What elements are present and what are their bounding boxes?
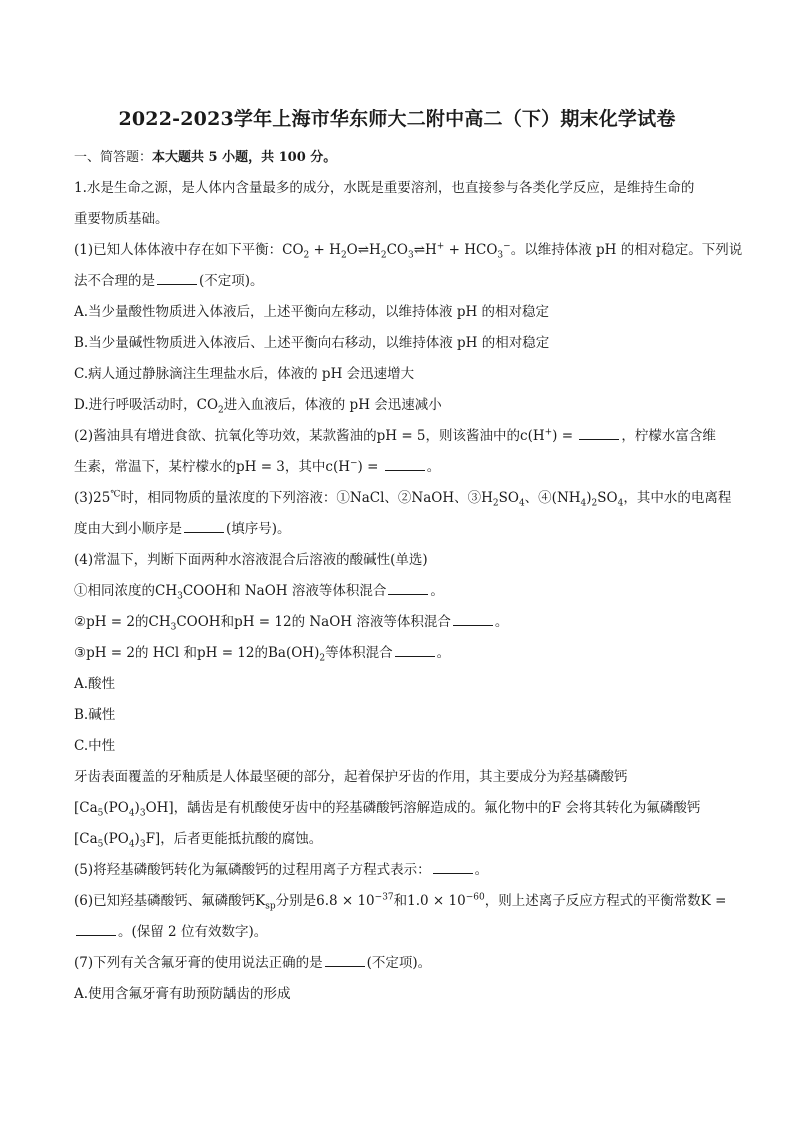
q1-intro-line-2: 重要物质基础。: [74, 211, 169, 227]
text: 度由大到小顺序是: [74, 521, 182, 537]
text: 。: [436, 645, 451, 661]
answer-blank[interactable]: [579, 427, 619, 440]
q1-part2-line-1: [74, 421, 724, 452]
text: (5)将羟基磷酸钙转化为氟磷酸钙的过程用离子方程式表示：: [74, 862, 431, 878]
q1-part4-option-b: B.碱性: [74, 707, 116, 723]
text: 。: [430, 583, 444, 599]
q1-part1-option-c: C.病人通过静脉滴注生理盐水后，体液的 pH 会迅速增大: [74, 366, 415, 382]
subscript: 4: [617, 498, 624, 509]
answer-blank[interactable]: [388, 582, 428, 595]
q1-part1-line-2: [74, 266, 724, 297]
text: CO: [386, 242, 408, 258]
text: 和1.0 × 10: [393, 893, 466, 909]
text: 。: [426, 459, 441, 475]
text: 。(保留 2 位有效数字)。: [118, 924, 268, 940]
text: 。以维持体液 pH 的相对稳定。下列说: [510, 242, 743, 258]
text: OH]，龋齿是有机酸使牙齿中的羟基磷酸钙溶解造成的。氟化物中的F 会将其转化为氟磷酸钙: [145, 800, 701, 816]
q1-part4-item-2: [74, 607, 724, 638]
text: [Ca: [74, 800, 98, 816]
text: ) =: [552, 428, 578, 444]
text: (不定项)。: [366, 955, 432, 971]
q1-part3-line-1: [74, 483, 732, 514]
text: 生素，常温下，某柠檬水的pH = 3，其中c(H: [74, 459, 350, 475]
text: ②pH = 2的CH: [74, 614, 171, 630]
superscript: −60: [465, 892, 485, 903]
section-summary: 本大题共 5 小题，共 100 分。: [152, 150, 337, 165]
text: 。: [494, 614, 509, 630]
superscript: −: [350, 458, 358, 469]
text: (PO: [103, 800, 129, 816]
subscript: 4: [128, 808, 135, 819]
text: F]，后者更能抵抗酸的腐蚀。: [145, 831, 323, 847]
text: D.进行呼吸活动时，CO: [74, 397, 219, 413]
subscript: 2: [591, 498, 598, 509]
superscript: ℃: [110, 489, 121, 500]
q1-part6-line-1: [74, 886, 727, 917]
answer-blank[interactable]: [157, 272, 197, 285]
q1-part1-option-b: B.当少量碱性物质进入体液后、上述平衡向右移动，以维持体液 pH 的相对稳定: [74, 335, 550, 351]
text: (不定项)。: [199, 273, 264, 289]
subscript: 2: [218, 405, 224, 416]
text: 、④(NH: [524, 490, 581, 506]
page-title: 2022-2023学年上海市华东师大二附中高二（下）期末化学试卷: [118, 108, 676, 130]
text: (3)25: [74, 490, 111, 506]
text: + HCO: [444, 242, 498, 258]
subscript: 5: [97, 839, 104, 850]
superscript: +: [544, 427, 553, 438]
answer-blank[interactable]: [76, 923, 116, 936]
text: 等体积混合: [325, 645, 393, 661]
answer-blank[interactable]: [453, 613, 493, 626]
subscript: 2: [340, 250, 347, 261]
subscript: 4: [518, 498, 525, 509]
q1-paragraph-line-3: [74, 824, 724, 855]
text: 法不合理的是: [74, 273, 155, 289]
q1-part7: [74, 948, 724, 979]
subscript: 3: [407, 250, 414, 261]
text: (7)下列有关含氟牙膏的使用说法正确的是: [74, 955, 323, 971]
text: [Ca: [74, 831, 98, 847]
superscript: +: [436, 241, 445, 252]
q1-part7-option-a: A.使用含氟牙膏有助预防龋齿的形成: [74, 986, 291, 1002]
text: 。: [474, 862, 489, 878]
superscript: −: [503, 241, 511, 252]
text: ): [586, 490, 592, 506]
text: SO: [597, 490, 618, 506]
text: COOH和 NaOH 溶液等体积混合: [182, 583, 387, 599]
subscript: 2: [319, 653, 326, 664]
text: ⇌H: [413, 242, 437, 258]
text: COOH和pH = 12的 NaOH 溶液等体积混合: [176, 614, 451, 630]
answer-blank[interactable]: [395, 644, 435, 657]
text: 时，相同物质的量浓度的下列溶液：①NaCl、②NaOH、③H: [120, 490, 493, 506]
section-prefix: 一、简答题：: [74, 150, 153, 165]
text: ): [134, 800, 140, 816]
text: (PO: [103, 831, 129, 847]
subscript: 2: [303, 250, 310, 261]
subscript: 3: [497, 250, 504, 261]
text: 进入血液后，体液的 pH 会迅速减小: [223, 397, 442, 413]
subscript: sp: [265, 901, 276, 912]
subscript: 3: [139, 839, 146, 850]
text: ) =: [357, 459, 383, 475]
document-body: [74, 142, 743, 1010]
q1-part4-option-c: C.中性: [74, 738, 116, 754]
text: SO: [498, 490, 519, 506]
text: ，柠檬水富含维: [621, 428, 716, 444]
q1-part4-heading: (4)常温下，判断下面两种水溶液混合后溶液的酸碱性(单选): [74, 552, 428, 568]
subscript: 2: [492, 498, 499, 509]
text: (6)已知羟基磷酸钙、氟磷酸钙K: [74, 893, 266, 909]
answer-blank[interactable]: [325, 954, 365, 967]
q1-part2-line-2: [74, 452, 724, 483]
text: ①相同浓度的CH: [74, 583, 178, 599]
text: ③pH = 2的 HCl 和pH = 12的Ba(OH): [74, 645, 320, 661]
section-heading: [74, 142, 724, 173]
subscript: 3: [170, 622, 177, 633]
q1-part1-line-1: [74, 235, 743, 266]
text: 分别是6.8 × 10: [275, 893, 375, 909]
subscript: 5: [97, 808, 104, 819]
q1-part1-option-d: [74, 390, 724, 421]
text: ，则上述离子反应方程式的平衡常数K =: [484, 893, 727, 909]
subscript: 4: [580, 498, 587, 509]
answer-blank[interactable]: [385, 458, 425, 471]
q1-paragraph-line-1: 牙齿表面覆盖的牙釉质是人体最坚硬的部分，起着保护牙齿的作用，其主要成分为羟基磷酸钙: [74, 769, 628, 785]
text: ，其中水的电离程: [623, 490, 732, 506]
answer-blank[interactable]: [184, 520, 224, 533]
text: (1)已知人体体液中存在如下平衡：CO: [74, 242, 304, 258]
q1-part6-line-2: [74, 917, 724, 948]
text: + H: [309, 242, 341, 258]
q1-part5: [74, 855, 724, 886]
q1-part1-option-a: A.当少量酸性物质进入体液后，上述平衡向左移动，以维持体液 pH 的相对稳定: [74, 304, 550, 320]
text: (填序号)。: [226, 521, 291, 537]
subscript: 4: [128, 839, 135, 850]
text: ): [134, 831, 140, 847]
text: (2)酱油具有增进食欲、抗氧化等功效，某款酱油的pH = 5，则该酱油中的c(H: [74, 428, 545, 444]
q1-part4-item-3: [74, 638, 724, 669]
text: O⇌H: [346, 242, 381, 258]
subscript: 3: [139, 808, 146, 819]
subscript: 2: [380, 250, 387, 261]
q1-intro-line-1: 1.水是生命之源，是人体内含量最多的成分，水既是重要溶剂，也直接参与各类化学反应，是维持生命的: [74, 180, 695, 196]
answer-blank[interactable]: [433, 861, 473, 874]
q1-paragraph-line-2: [74, 793, 724, 824]
superscript: −37: [374, 892, 394, 903]
q1-part4-option-a: A.酸性: [74, 676, 116, 692]
subscript: 3: [177, 591, 183, 602]
q1-part4-item-1: [74, 576, 724, 607]
q1-part3-line-2: [74, 514, 724, 545]
